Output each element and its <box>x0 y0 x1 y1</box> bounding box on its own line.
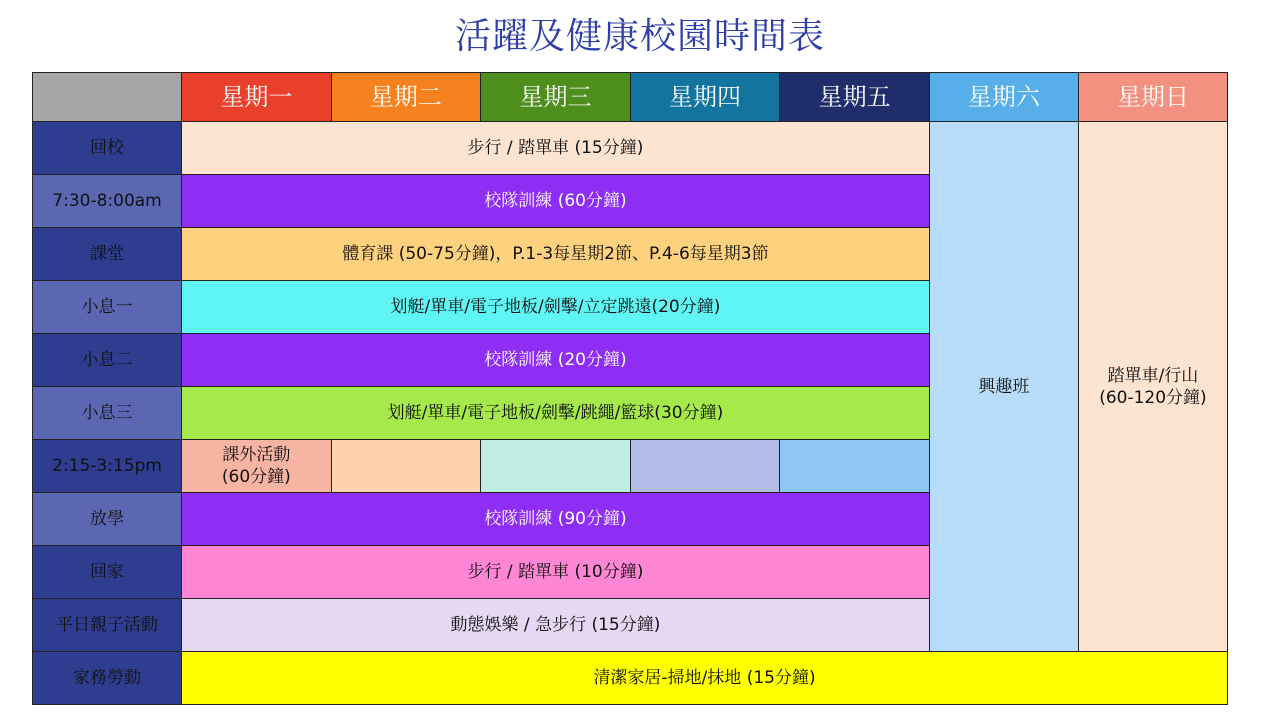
row-label: 課堂 <box>33 228 182 281</box>
activity-cell: 清潔家居-掃地/抹地 (15分鐘) <box>182 652 1228 705</box>
row-label: 放學 <box>33 493 182 546</box>
table-row <box>33 122 1228 175</box>
row-label: 家務勞動 <box>33 652 182 705</box>
day-header-sunday: 星期日 <box>1078 73 1227 122</box>
row-label: 回校 <box>33 122 182 175</box>
activity-cell: 划艇/單車/電子地板/劍擊/立定跳遠(20分鐘) <box>182 281 930 334</box>
activity-cell: 步行 / 踏單車 (10分鐘) <box>182 546 930 599</box>
header-row <box>33 73 1228 122</box>
activity-cell: 划艇/單車/電子地板/劍擊/跳繩/籃球(30分鐘) <box>182 387 930 440</box>
day-header-friday: 星期五 <box>780 73 930 122</box>
sunday-activity: 踏單車/行山 (60-120分鐘) <box>1078 122 1227 652</box>
activity-cell: 體育課 (50-75分鐘)，P.1-3每星期2節、P.4-6每星期3節 <box>182 228 930 281</box>
row-label: 回家 <box>33 546 182 599</box>
extracurricular-thursday <box>630 440 780 493</box>
saturday-activity: 興趣班 <box>929 122 1078 652</box>
row-label: 小息二 <box>33 334 182 387</box>
row-label: 小息三 <box>33 387 182 440</box>
activity-cell: 動態娛樂 / 急步行 (15分鐘) <box>182 599 930 652</box>
day-header-wednesday: 星期三 <box>481 73 631 122</box>
header-blank <box>33 73 182 122</box>
activity-cell: 步行 / 踏單車 (15分鐘) <box>182 122 930 175</box>
table-row <box>33 652 1228 705</box>
activity-cell: 校隊訓練 (90分鐘) <box>182 493 930 546</box>
activity-cell: 校隊訓練 (60分鐘) <box>182 175 930 228</box>
page-title: 活躍及健康校園時間表 <box>454 16 825 57</box>
extracurricular-tuesday <box>331 440 481 493</box>
extracurricular-wednesday <box>481 440 631 493</box>
extracurricular-friday <box>780 440 930 493</box>
day-header-monday: 星期一 <box>182 73 332 122</box>
day-header-thursday: 星期四 <box>630 73 780 122</box>
row-label: 7:30-8:00am <box>33 175 182 228</box>
activity-cell: 校隊訓練 (20分鐘) <box>182 334 930 387</box>
activity-cell: 課外活動 (60分鐘) <box>182 440 332 493</box>
day-header-saturday: 星期六 <box>929 73 1078 122</box>
row-label: 2:15-3:15pm <box>33 440 182 493</box>
row-label: 小息一 <box>33 281 182 334</box>
row-label: 平日親子活動 <box>33 599 182 652</box>
timetable <box>32 72 1228 705</box>
day-header-tuesday: 星期二 <box>331 73 481 122</box>
